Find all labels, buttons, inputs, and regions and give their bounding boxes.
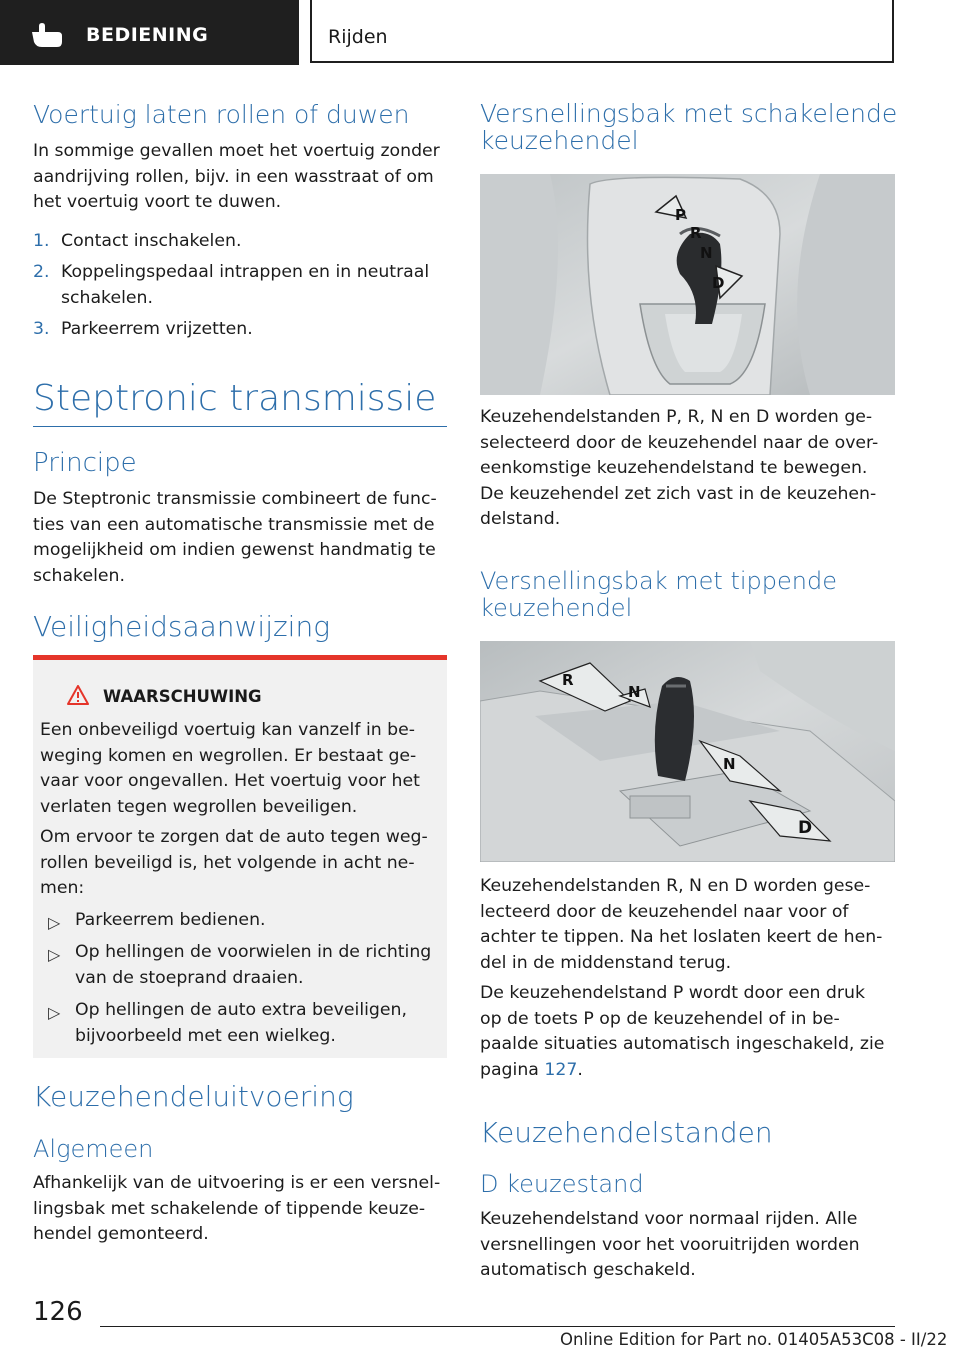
d-position-heading: D keuzestand xyxy=(480,1170,644,1198)
shift-text: Keuzehendelstanden P, R, N en D worden ge- selecteerd door de keuzehendel naar de over- eenkomstige keuzehendelstand te bewegen. De keuzehendel zet zich vast in de keuzehen- delstand. xyxy=(480,407,879,529)
shift-label: D xyxy=(712,274,725,292)
tip-label: D xyxy=(798,818,813,838)
chapter-tab xyxy=(310,0,894,63)
tip-text-2: De keuzehendelstand P wordt door een druk op de toets P op de keuzehendel of in be- paalde situaties automatisch ingeschakeld, zie pagina 127. xyxy=(480,983,885,1080)
rolling-step: 2. Koppelingspedaal intrappen en in neutraal schakelen. xyxy=(33,262,430,308)
general-heading: Algemeen xyxy=(33,1135,154,1163)
safety-heading: Veiligheidsaanwijzing xyxy=(33,610,331,643)
rolling-intro: In sommige gevallen moet het voertuig zonder aandrijving rollen, bijv. in een wasstraat of om het voertuig voort te duwen. xyxy=(33,141,440,212)
tip-lever-illustration xyxy=(480,641,895,862)
warning-para-2: Om ervoor te zorgen dat de auto tegen weg- rollen beveiligd is, het volgende in acht ne- men: xyxy=(40,827,428,898)
page-reference-link[interactable]: 127 xyxy=(544,1059,578,1080)
tip-label: R xyxy=(562,671,574,689)
edition-note: Online Edition for Part no. 01405A53C08 - II/22 xyxy=(560,1330,948,1349)
triangle-bullet-icon: ▷ xyxy=(48,913,61,932)
footer-rule xyxy=(100,1326,895,1327)
warning-label: WAARSCHUWING xyxy=(103,687,262,706)
tip-text-1: Keuzehendelstanden R, N en D worden gese- lecteerd door de keuzehendel naar voor of achter te tippen. Na het loslaten keert de hen- del in de middenstand terug. xyxy=(480,876,883,973)
shift-label: P xyxy=(675,206,686,224)
tip-label: N xyxy=(723,755,736,773)
shift-lever-illustration xyxy=(480,174,895,395)
warning-para-1: Een onbeveiligd voertuig kan vanzelf in be- weging komen en wegrollen. Er bestaat ge- vaar voor ongevallen. Het voertuig voor het verlaten tegen wegrollen beveiligen. xyxy=(40,720,420,817)
d-position-text: Keuzehendelstand voor normaal rijden. Alle versnellingen voor het vooruitrijden worden automatisch geschakeld. xyxy=(480,1209,860,1280)
tip-heading: Versnellingsbak met tippende keuzehendel xyxy=(480,567,837,622)
rolling-step: 3. Parkeerrem vrijzetten. xyxy=(33,319,253,339)
rolling-heading: Voertuig laten rollen of duwen xyxy=(33,100,410,129)
tip-label: N xyxy=(628,683,641,701)
positions-heading: Keuzehendelstanden xyxy=(480,1116,773,1149)
title-rule xyxy=(33,426,447,427)
shift-label: R xyxy=(690,224,702,242)
section-title: BEDIENING xyxy=(86,24,209,46)
warning-triangle-icon xyxy=(67,685,89,705)
principle-heading: Principe xyxy=(33,448,137,478)
triangle-bullet-icon: ▷ xyxy=(48,945,61,964)
triangle-bullet-icon: ▷ xyxy=(48,1003,61,1022)
shift-label: N xyxy=(700,244,713,262)
shift-heading: Versnellingsbak met schakelende keuzehendel xyxy=(480,99,898,155)
general-text: Afhankelijk van de uitvoering is er een versnel- lingsbak met schakelende of tippende keuze- hendel gemonteerd. xyxy=(33,1173,441,1244)
main-title: Steptronic transmissie xyxy=(33,378,437,419)
chapter-title: Rijden xyxy=(328,26,388,48)
section-tab xyxy=(0,0,299,65)
warning-box: WAARSCHUWING Een onbeveiligd voertuig kan vanzelf in be- weging komen en wegrollen. Er bestaat ge- vaar voor ongevallen. Het voertuig voor het verlaten tegen wegrollen beveiligen. Om ervoor te zorgen dat de auto tegen weg- rollen beveiligd is, het volgende in acht ne- men: ▷ Parkeerrem bedienen. ▷ Op hellingen de voorwielen in de richting van de stoeprand draaien. ▷ Op hellingen de auto extra beveiligen, bijvoorbeeld met een wielkeg. xyxy=(33,655,447,1058)
principle-text: De Steptronic transmissie combineert de func- ties van een automatische transmissie met de mogelijkheid om indien gewenst handmatig te schakelen. xyxy=(33,489,437,586)
page-number: 126 xyxy=(33,1297,83,1327)
hand-pointer-icon xyxy=(30,22,64,48)
rolling-step: 1. Contact inschakelen. xyxy=(33,231,242,251)
version-heading: Keuzehendeluitvoering xyxy=(33,1080,354,1113)
